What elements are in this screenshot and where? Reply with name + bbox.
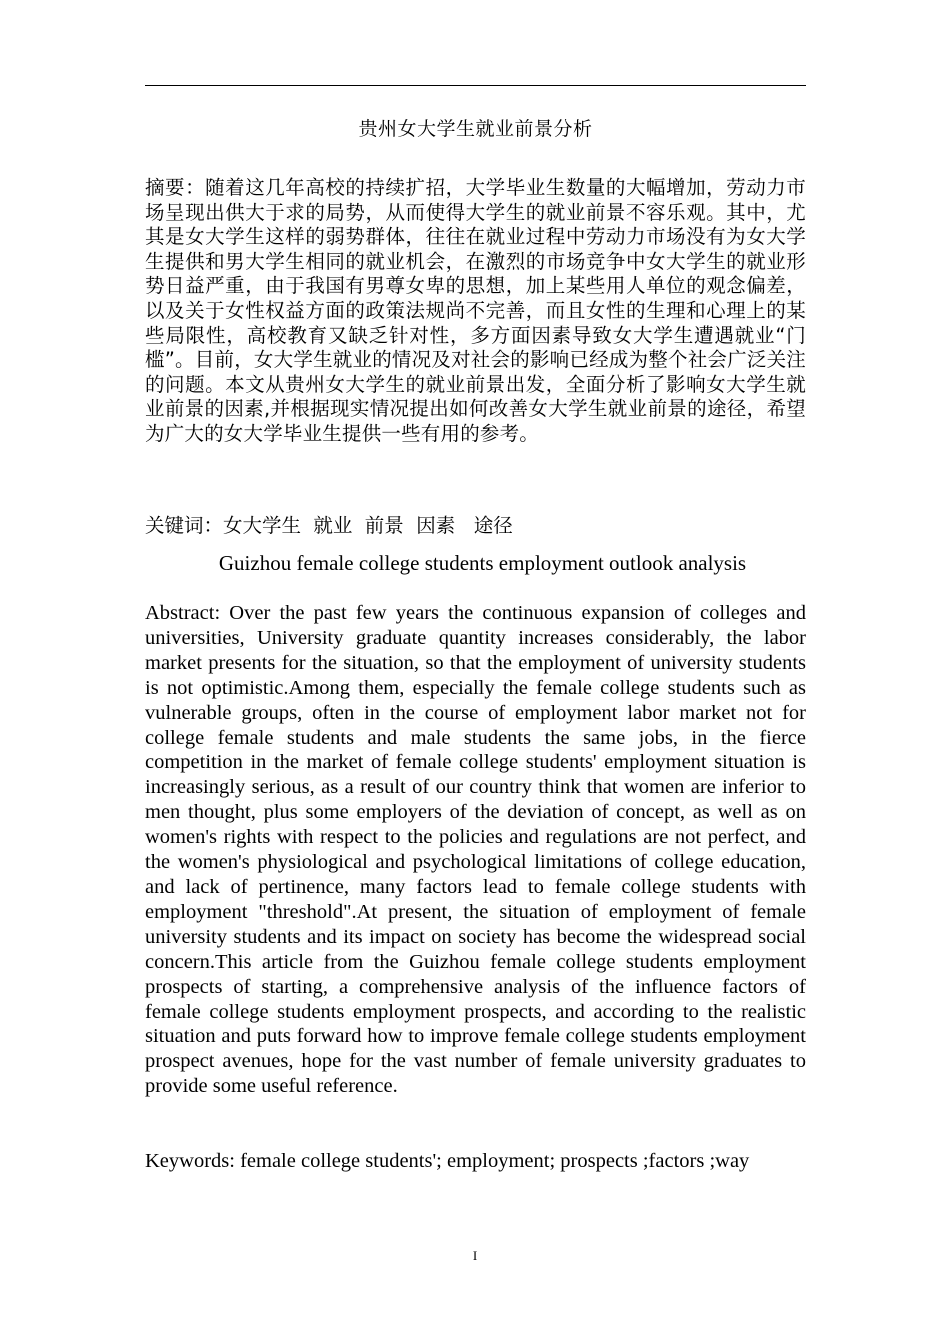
chinese-keywords: 关键词：女大学生 就业 前景 因素 途径 (145, 514, 513, 537)
english-title: Guizhou female college students employment outlook analysis (218, 551, 747, 575)
chinese-abstract: 摘要：随着这几年高校的持续扩招，大学毕业生数量的大幅增加，劳动力市场呈现出供大于求的局势，从而使得大学生的就业前景不容乐观。其中，尤其是女大学生这样的弱势群体，往往在就业过程中劳动力市场没有为女大学生提供和男大学生相同的就业机会，在激烈的市场竞争中女大学生的就业形势日益严重，由于我国有男尊女卑的思想，加上某些用人单位的观念偏差，以及关于女性权益方面的政策法规尚不完善，而且女性的生理和心理上的某些局限性，高校教育又缺乏针对性，多方面因素导致女大学生遭遇就业“门槛”。目前，女大学生就业的情况及对社会的影响已经成为整个社会广泛关注的问题。本文从贵州女大学生的就业前景出发，全面分析了影响女大学生就业前景的因素,并根据现实情况提出如何改善女大学生就业前景的途径，希望为广大的女大学毕业生提供一些有用的参考。 (145, 176, 806, 445)
page-number: I (472, 1248, 478, 1263)
header-rule (145, 85, 806, 86)
english-abstract: Abstract: Over the past few years the continuous expansion of colleges and universities, University graduate quantity increases considerably, the labor market presents for the situation, so that the employment of university students is not optimistic.Among them, especially the female college students such as vulnerable groups, often in the course of employment labor market not for college female students and male students the same jobs, in the fierce competition in the market of female college students' employment situation is increasingly serious, as a result of our country think that women are inferior to men thought, plus some employers of the deviation of concept, as well as on women's rights with respect to the policies and regulations are not perfect, and the women's physiological and psychological limitations of college education, and lack of pertinence, many factors lead to female college students with employment "threshold".At present, the situation of employment of female university students and its impact on society has become the widespread social concern.This article from the Guizhou female college students employment prospects of starting, a comprehensive analysis of the influence factors of female college students employment prospects, and according to the realistic situation and puts forward how to improve female college students employment prospect avenues, hope for the vast number of female university graduates to provide some useful reference. (145, 602, 806, 1098)
chinese-title: 贵州女大学生就业前景分析 (358, 118, 593, 140)
english-keywords: Keywords: female college students'; employment; prospects ;factors ;way (145, 1150, 750, 1172)
